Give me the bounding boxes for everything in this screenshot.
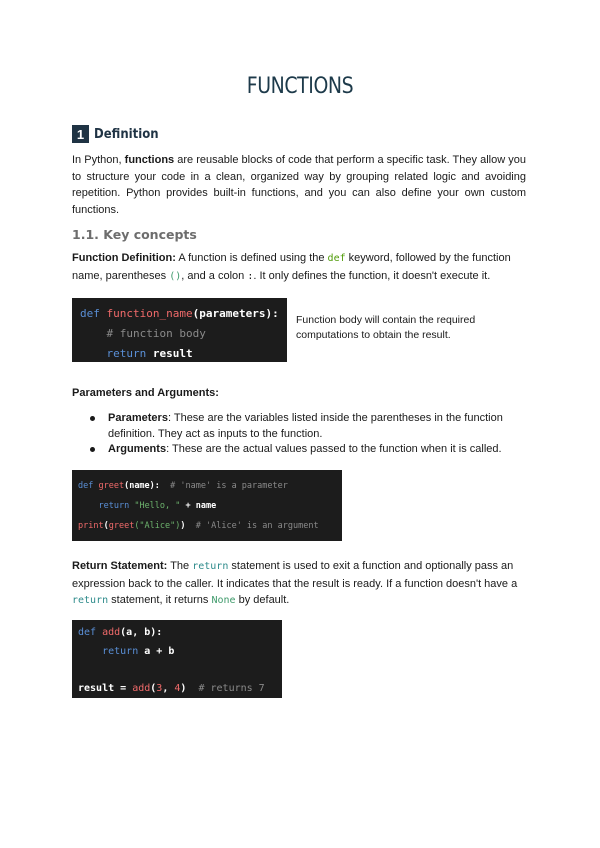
colon-inline: : <box>247 270 254 282</box>
list-item-arguments: Arguments: These are the actual values passed to the function when it is called. <box>86 442 526 458</box>
key-concepts-heading: 1.1. Key concepts <box>72 227 197 242</box>
function-definition-label: Function Definition: <box>72 252 176 264</box>
function-definition-paragraph: Function Definition: A function is defined using the def keyword, followed by the function name, parentheses (), and a colon :. It only defines the function, it doesn't execute it. <box>72 252 511 282</box>
none-value-inline: None <box>211 595 236 606</box>
parens-inline: () <box>169 270 182 282</box>
section-title: Definition <box>94 126 159 142</box>
parameters-arguments-list <box>86 411 526 458</box>
function-body-note: Function body will contain the required computations to obtain the result. <box>296 314 476 341</box>
code-block-function-definition: def function_name(parameters): # function body return result <box>72 298 287 362</box>
functions-term: functions <box>124 154 175 166</box>
list-item-parameters: Parameters: These are the variables listed inside the parentheses in the function definition. They act as inputs to the function. <box>86 411 526 442</box>
code-block-greet-example: def greet(name): # 'name' is a parameter return "Hello, " + name print(greet("Alice")) # 'Alice' is an argument <box>72 470 342 541</box>
return-keyword-inline: return <box>192 561 229 572</box>
return-statement-label: Return Statement: <box>72 560 168 572</box>
code-block-add-example: def add(a, b): return a + b result = add(3, 4) # returns 7 <box>72 620 282 698</box>
section-heading <box>72 125 166 143</box>
return-statement-paragraph: Return Statement: The return statement is used to exit a function and optionally pass an expression back to the caller. It indicates that the result is ready. If a function doesn't have a return statement, it returns None by default. <box>72 560 518 606</box>
intro-paragraph: In Python, functions are reusable blocks of code that perform a specific task. They allow you to structure your code in a clean, organized way by grouping related logic and avoiding repetition. Python provides built-in functions, and you can also define your own custom functions. <box>72 154 526 216</box>
return-keyword-inline-2: return <box>72 595 109 606</box>
section-number-badge: 1 <box>72 125 89 143</box>
page-title: FUNCTIONS <box>246 74 354 99</box>
def-keyword-inline: def <box>327 253 346 264</box>
parameters-arguments-heading: Parameters and Arguments: <box>72 387 219 399</box>
